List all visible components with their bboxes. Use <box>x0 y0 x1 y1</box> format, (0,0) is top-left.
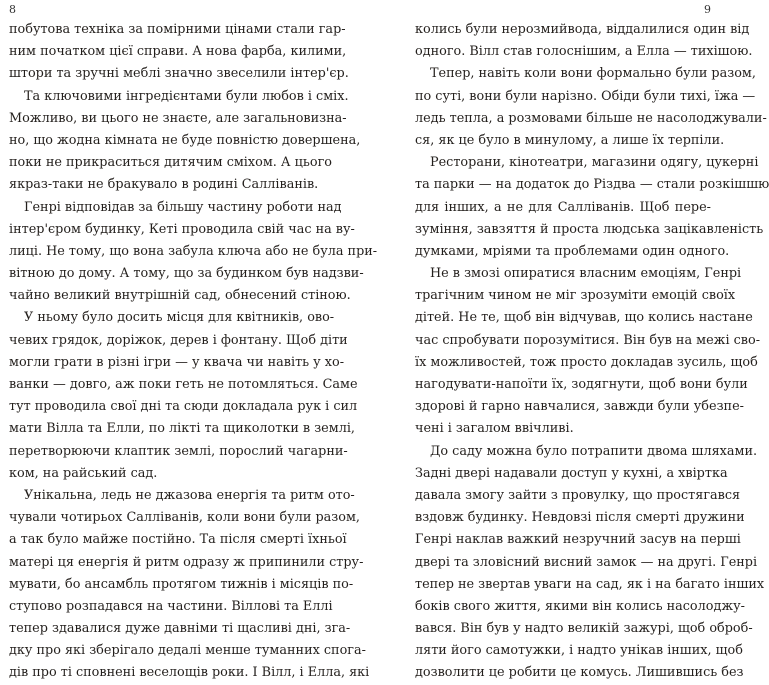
left-page-text <box>9 19 378 685</box>
text-line: нагодувати-напоїти їх, зодягнути, щоб вони були <box>415 377 748 392</box>
text-line: ляти його самотужки, і надто унікав інших, щоб <box>415 643 743 659</box>
text-line: поки не прикраситься дитячим сміхом. А цього <box>9 155 332 171</box>
text-line: дів про ті сповнені веселощів роки. І Вілл, і Елла, які <box>9 665 370 681</box>
text-line: по суті, вони були нарізно. Обіди були тихі, їжа — <box>415 88 756 104</box>
text-line: зуміння, завзяття й проста людська зацікавленість <box>415 221 764 237</box>
text-line: чені і загалом ввічливі. <box>415 421 574 437</box>
text-line: могли грати в різні ігри — у квача чи навіть у хо- <box>9 354 345 370</box>
text-line: чайно великий внутрішній сад, обнесений стіною. <box>9 288 351 304</box>
text-line: тепер не звертав уваги на сад, як і на багато інших <box>415 576 765 592</box>
text-line: двері та зловісний висний замок — на другі. Генрі <box>415 554 758 570</box>
text-line: інтер'єром будинку, Кеті проводила свій час на ву- <box>9 221 355 237</box>
text-line: побутова техніка за помірними цінами стали гар- <box>9 22 346 37</box>
right-page-number: 9 <box>704 3 711 16</box>
text-line: їх можливостей, тож просто докладав зусиль, щоб <box>415 354 758 370</box>
text-line: вався. Він був у надто великій зажурі, щоб оброб- <box>415 621 753 637</box>
right-page-text <box>415 19 769 685</box>
text-line: До саду можна було потрапити двома шляхами. <box>430 443 758 459</box>
text-line: вітною до дому. А тому, що за будинком був надзви- <box>9 266 364 282</box>
left-page-number: 8 <box>9 3 16 16</box>
text-line: штори та зручні меблі значно звеселили інтер'єр. <box>9 66 349 82</box>
text-line: Не в змозі опиратися власним емоціям, Генрі <box>430 266 742 282</box>
text-line: ком, на райський сад. <box>9 465 158 481</box>
text-line: трагічним чином не міг зрозуміти емоцій своїх <box>415 288 736 304</box>
text-line: а так було майже постійно. Та після смерті їхньої <box>9 532 347 548</box>
text-line: колись були нерозмийвода, віддалилися один від <box>415 22 750 37</box>
text-line: Тепер, навіть коли вони формально були разом, <box>430 66 756 82</box>
text-line: тут проводила свої дні та сюди докладала рук і сил <box>9 399 358 415</box>
text-line: Ресторани, кінотеатри, магазини одягу, цукерні <box>430 155 759 171</box>
text-line: тепер здавалися дуже давніми ті щасливі дні, зга- <box>9 621 351 637</box>
text-line: для інших, а не для Салліванів. Щоб пере- <box>415 199 711 215</box>
text-line: перетворюючи клаптик землі, порослий чагарни- <box>9 443 348 459</box>
text-line: лиці. Не тому, що вона забула ключа або не була при- <box>9 243 378 259</box>
text-line: чевих грядок, доріжок, дерев і фонтану. Щоб діти <box>9 332 348 348</box>
text-line: У ньому було досить місця для квітників, ово- <box>24 310 335 326</box>
text-line: боків свого життя, якими він колись насолоджу- <box>415 598 745 614</box>
text-line: ледь тепла, а розмовами більше не насолоджували- <box>415 110 767 126</box>
text-line: здорові й гарно навчалися, завжди були убезпе- <box>415 399 744 415</box>
text-line: дку про які зберігало дедалі менше туманних спога- <box>9 643 366 659</box>
text-line: думками, мріями та проблемами один одного. <box>415 243 730 259</box>
text-line: одного. Вілл став голоснішим, а Елла — тихішою. <box>415 44 753 60</box>
text-line: ним початком цієї справи. А нова фарба, килими, <box>9 44 347 60</box>
left-page <box>0 0 378 681</box>
text-line: Можливо, ви цього не знаєте, але загальновизна- <box>9 110 347 126</box>
text-line: мати Вілла та Елли, по лікті та щиколотки в землі, <box>9 421 355 437</box>
text-line: час спробувати порозумітися. Він був на межі сво- <box>415 332 761 348</box>
text-line: матері ця енергія й ритм одразу ж припинили стру- <box>9 554 364 570</box>
text-line: Унікальна, ледь не джазова енергія та ритм ото- <box>24 487 355 503</box>
text-line: но, що жодна кімната не буде повністю довершена, <box>9 132 361 148</box>
text-line: вздовж будинку. Невдовзі після смерті дружини <box>415 510 745 526</box>
text-line: ступово розпадався на частини. Віллові та Еллі <box>9 598 333 614</box>
text-line: Задні двері надавали доступ у кухні, а хвіртка <box>415 465 728 481</box>
text-line: Генрі наклав важкий незручний засув на перші <box>415 532 741 548</box>
text-line: дозволити це робити це комусь. Лишившись без <box>415 665 744 681</box>
right-page <box>380 0 769 681</box>
text-line: дітей. Не те, щоб він відчував, що колись настане <box>415 310 753 326</box>
text-line: та парки — на додаток до Різдва — стали розкішшю <box>415 177 769 193</box>
text-line: Та ключовими інгредієнтами були любов і сміх. <box>24 88 349 104</box>
text-line: мувати, бо ансамбль протягом тижнів і місяців по- <box>9 576 354 592</box>
text-line: чували чотирьох Салліванів, коли вони були разом, <box>9 510 360 526</box>
text-line: ванки — довго, аж поки геть не потомляться. Саме <box>9 377 358 392</box>
text-line: ся, як це було в минулому, а лише їх терпіли. <box>415 132 725 148</box>
text-line: якраз-таки не бракувало в родині Салліванів. <box>9 177 319 193</box>
text-line: давала змогу зайти з провулку, що простягався <box>415 487 741 503</box>
text-line: Генрі відповідав за більшу частину роботи над <box>24 199 342 215</box>
